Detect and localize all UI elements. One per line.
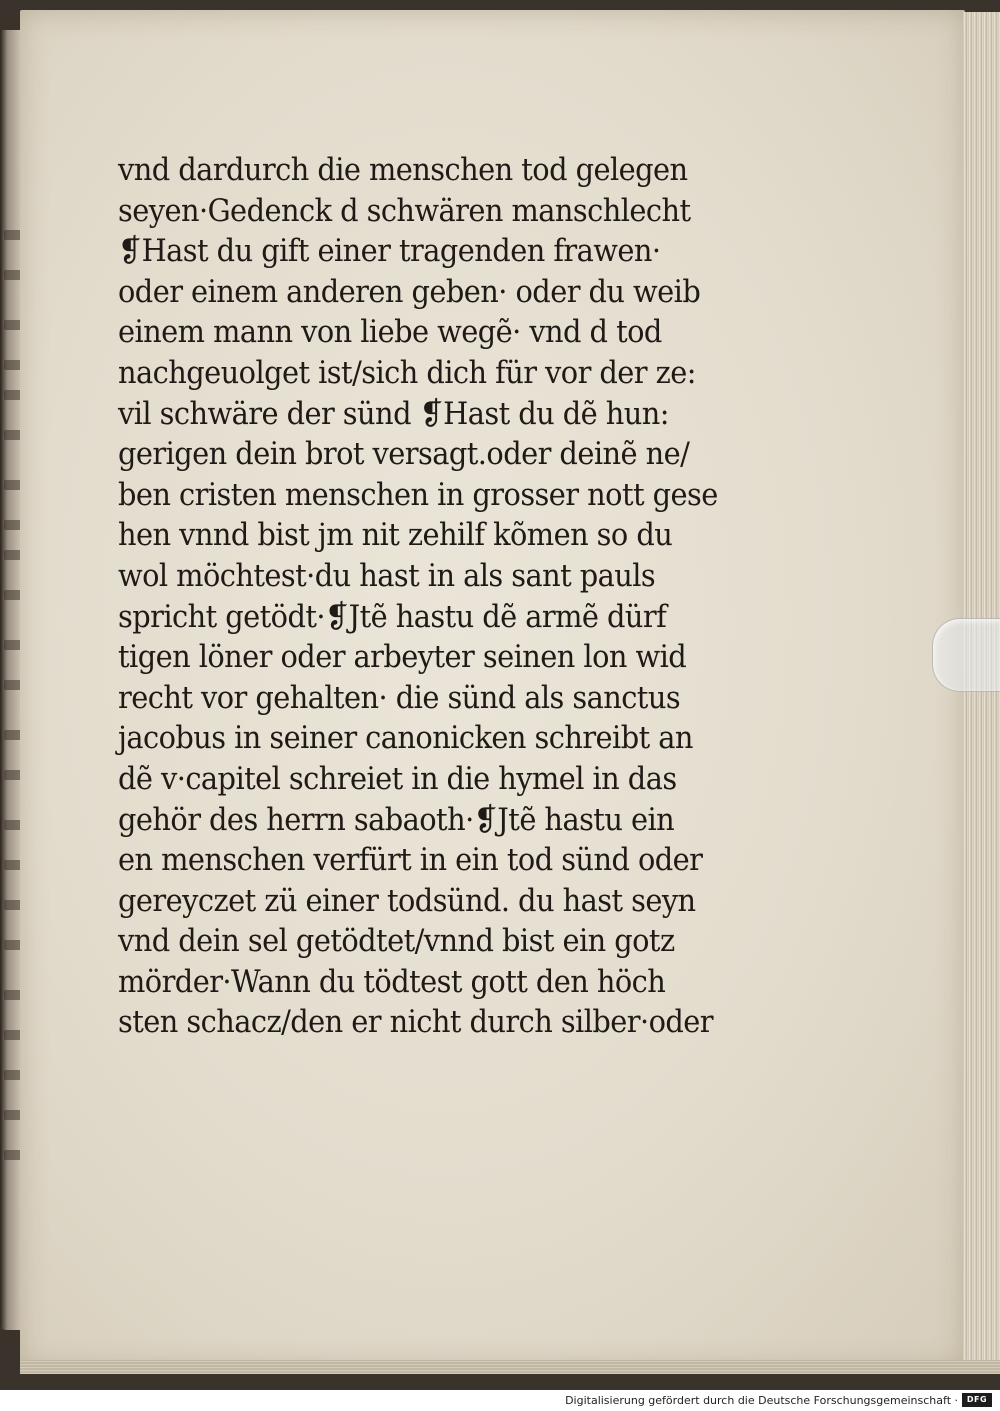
text-line: jacobus in seiner canonicken schreibt an xyxy=(118,720,693,757)
text-line: gerigen dein brot versagt.oder deinẽ ne/ xyxy=(118,436,690,473)
text-line: mörder·Wann du tödtest gott den höch xyxy=(118,963,666,1000)
text-line: gereyczet zü einer todsünd. du hast seyn xyxy=(118,882,696,919)
text-line: vil schwäre der sünd ❡Hast du dẽ hun: xyxy=(118,395,669,432)
page-stack-bottom xyxy=(20,1360,1000,1374)
text-line: dẽ v·capitel schreiet in die hymel in das xyxy=(118,760,677,797)
text-line: ben cristen menschen in grosser nott gese xyxy=(118,476,718,513)
text-line: en menschen verfürt in ein tod sünd oder xyxy=(118,842,703,879)
text-line: oder einem anderen geben· oder du weib xyxy=(118,273,701,310)
text-line: einem mann von liebe wegẽ· vnd d tod xyxy=(118,314,662,351)
text-line: vnd dein sel getödtet/vnnd bist ein gotz xyxy=(118,923,675,960)
text-line: sten schacz/den er nicht durch silber·oder xyxy=(118,1004,714,1041)
text-line: spricht getödt·❡Jtẽ hastu dẽ armẽ dürf xyxy=(118,598,667,635)
text-line: gehör des herrn sabaoth·❡Jtẽ hastu ein xyxy=(118,801,675,838)
plastic-page-clip xyxy=(932,618,1000,692)
text-line: seyen·Gedenck d schwären manschlecht xyxy=(118,192,691,229)
text-line: ❡Hast du gift einer tragenden frawen· xyxy=(118,233,661,270)
text-line: vnd dardurch die menschen tod gelegen xyxy=(118,152,688,188)
digitization-credit: Digitalisierung gefördert durch die Deutsche Forschungsgemeinschaft · xyxy=(565,1394,958,1407)
text-block xyxy=(118,150,786,1043)
text-line: nachgeuolget ist/sich dich für vor der ze: xyxy=(118,354,696,391)
text-line: recht vor gehalten· die sünd als sanctus xyxy=(118,679,681,716)
text-line: tigen löner oder arbeyter seinen lon wid xyxy=(118,639,687,676)
text-line: hen vnnd bist jm nit zehilf kõmen so du xyxy=(118,517,673,554)
dfg-logo: DFG xyxy=(962,1393,992,1407)
text-line: wol möchtest·du hast in als sant pauls xyxy=(118,557,656,594)
adjacent-page-edge xyxy=(0,30,22,1330)
